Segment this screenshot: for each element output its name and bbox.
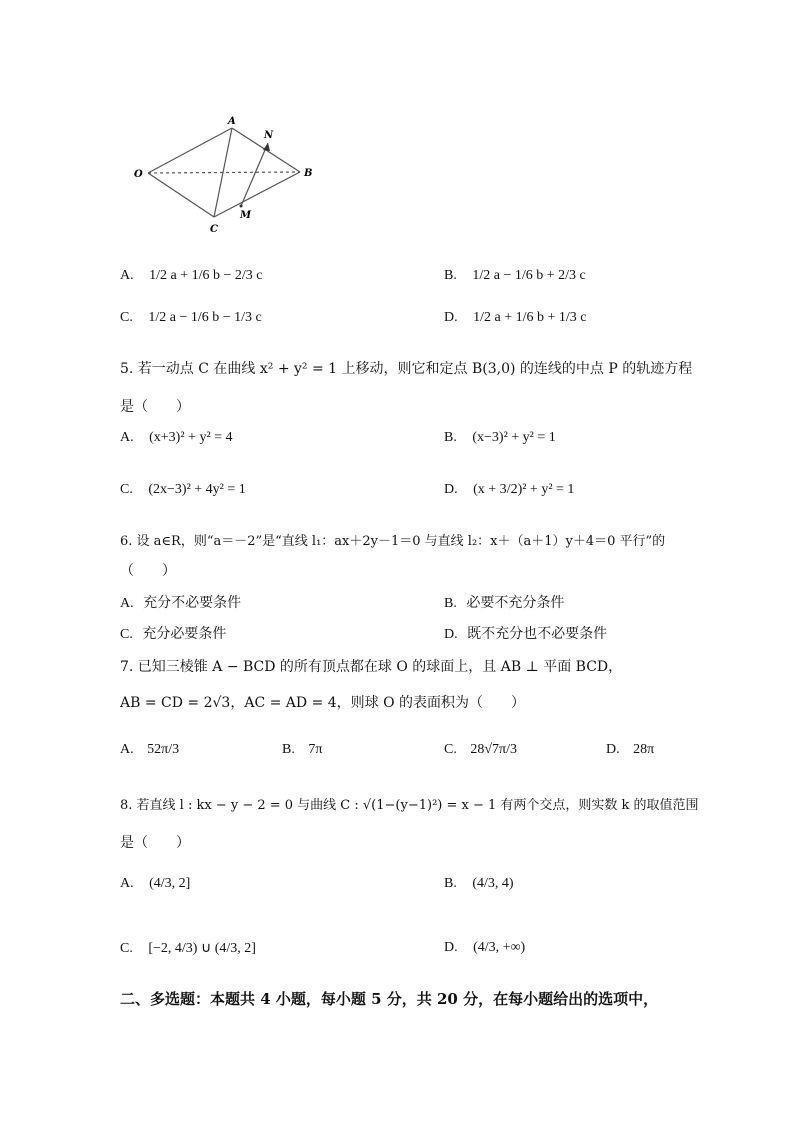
- q4-option-d-text: 1/2 a + 1/6 b + 1/3 c: [473, 310, 587, 325]
- q8-option-b[interactable]: [444, 876, 514, 892]
- label-A: A: [228, 116, 236, 127]
- q6-option-d-letter: D.: [444, 627, 458, 642]
- parallelepiped-diagram: [128, 110, 328, 240]
- q8-option-a-text: (4/3, 2]: [149, 876, 191, 891]
- q6-stem-line1: 6. 设 a∈R，则“a＝－2”是“直线 l₁：ax＋2y－1＝0 与直线 l₂：x＋（a＋1）y＋4＝0 平行”的: [120, 534, 666, 549]
- q5-option-a[interactable]: [120, 430, 233, 446]
- q5-option-b-text: (x−3)² + y² = 1: [472, 430, 556, 445]
- q5-option-d[interactable]: [444, 482, 574, 498]
- section-2-heading: 二、多选题：本题共 4 小题，每小题 5 分，共 20 分，在每小题给出的选项中，: [120, 990, 659, 1008]
- q4-option-b-text: 1/2 a − 1/6 b + 2/3 c: [472, 268, 586, 283]
- q4-option-b-letter: B.: [444, 268, 457, 283]
- q7-option-c[interactable]: [444, 742, 517, 758]
- q5-option-b-letter: B.: [444, 430, 457, 445]
- q8-option-a-letter: A.: [120, 876, 134, 891]
- q7-option-d-text: 28π: [633, 742, 655, 757]
- q4-option-c[interactable]: [120, 310, 262, 326]
- q5-option-a-text: (x+3)² + y² = 4: [149, 430, 233, 445]
- q8-stem-line1: 8. 若直线 l : kx − y − 2 = 0 与曲线 C : √(1−(y−1)²) = x − 1 有两个交点，则实数 k 的取值范围: [120, 798, 699, 813]
- q7-option-a-text: 52π/3: [147, 742, 180, 757]
- q7-option-d-letter: D.: [606, 742, 620, 757]
- q7-option-b-letter: B.: [282, 742, 295, 757]
- q8-option-a[interactable]: [120, 876, 190, 892]
- q6-option-b-text: 必要不充分条件: [466, 596, 565, 611]
- q6-option-d[interactable]: [444, 623, 607, 643]
- q5-option-a-letter: A.: [120, 430, 134, 445]
- q6-option-d-text: 既不充分也不必要条件: [467, 627, 608, 642]
- q5-option-c-text: (2x−3)² + 4y² = 1: [148, 482, 246, 497]
- q4-option-a-letter: A.: [120, 268, 134, 283]
- q8-option-b-letter: B.: [444, 876, 457, 891]
- q4-option-c-letter: C.: [120, 310, 133, 325]
- q4-option-a[interactable]: [120, 268, 263, 284]
- q5-stem-line2: 是（ ）: [120, 399, 190, 415]
- q8-stem-line2: 是（ ）: [120, 835, 190, 851]
- q4-option-c-text: 1/2 a − 1/6 b − 1/3 c: [148, 310, 262, 325]
- q6-option-a-letter: A.: [120, 596, 134, 611]
- q7-option-d[interactable]: [606, 742, 654, 758]
- q4-option-d-letter: D.: [444, 310, 458, 325]
- q7-option-b[interactable]: [282, 742, 322, 758]
- q7-option-c-letter: C.: [444, 742, 457, 757]
- q6-option-c-text: 充分必要条件: [142, 627, 227, 642]
- q8-option-c[interactable]: [120, 940, 256, 957]
- q5-option-c-letter: C.: [120, 482, 133, 497]
- q8-option-d-text: (4/3, +∞): [473, 940, 526, 955]
- q7-stem-line2: AB = CD = 2√3，AC = AD = 4，则球 O 的表面积为（ ）: [120, 695, 526, 711]
- q5-option-d-letter: D.: [444, 482, 458, 497]
- label-O: O: [134, 169, 143, 180]
- q7-option-c-text: 28√7π/3: [470, 742, 517, 757]
- q5-option-b[interactable]: [444, 430, 556, 446]
- q4-option-d[interactable]: [444, 310, 587, 326]
- q7-stem-line1: 7. 已知三棱锥 A − BCD 的所有顶点都在球 O 的球面上，且 AB ⊥ 平面 BCD，: [120, 659, 623, 675]
- q6-option-c-letter: C.: [120, 627, 133, 642]
- q7-option-b-text: 7π: [308, 742, 323, 757]
- q6-stem-line2: （ ）: [120, 563, 176, 579]
- q5-option-d-text: (x + 3/2)² + y² = 1: [473, 482, 575, 497]
- q6-option-c[interactable]: [120, 623, 226, 643]
- q8-option-b-text: (4/3, 4): [472, 876, 514, 891]
- q8-option-d-letter: D.: [444, 940, 458, 955]
- q6-option-a[interactable]: [120, 592, 241, 612]
- q7-option-a-letter: A.: [120, 742, 134, 757]
- label-N: N: [264, 130, 274, 141]
- q4-option-b[interactable]: [444, 268, 586, 284]
- q6-option-b[interactable]: [444, 592, 564, 612]
- q7-option-a[interactable]: [120, 742, 179, 758]
- q6-option-a-text: 充分不必要条件: [143, 596, 242, 611]
- q8-option-d[interactable]: [444, 940, 525, 956]
- q4-option-a-text: 1/2 a + 1/6 b − 2/3 c: [149, 268, 263, 283]
- label-C: C: [210, 224, 218, 235]
- label-M: M: [240, 210, 252, 221]
- q8-option-c-letter: C.: [120, 941, 133, 956]
- q8-option-c-text: [−2, 4/3) ∪ (4/3, 2]: [148, 941, 256, 956]
- q6-option-b-letter: B.: [444, 596, 457, 611]
- q5-option-c[interactable]: [120, 482, 246, 498]
- label-B: B: [304, 168, 313, 179]
- q5-stem-line1: 5. 若一动点 C 在曲线 x² + y² = 1 上移动，则它和定点 B(3,0) 的连线的中点 P 的轨迹方程: [120, 361, 693, 377]
